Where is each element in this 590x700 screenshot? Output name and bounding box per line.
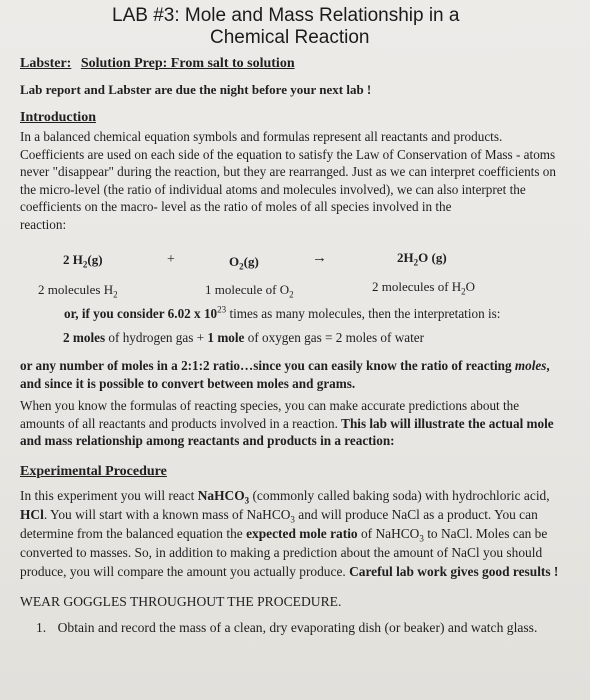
equation-product-h2o: $2H_2O$ (g)	[397, 250, 447, 268]
page-title-line1: LAB #3: Mole and Mass Relationship in a	[112, 5, 460, 26]
intro-line-5: coefficients on the macro- level as the ratio of moles of all species involved in the	[20, 199, 452, 214]
intro-line-2: Coefficients are used on each side of the equation to satisfy the Law of Conservation of Mass - atoms	[20, 146, 556, 162]
equation-reactant-h2: 2 $H_2(g)$	[63, 252, 103, 270]
labster-line	[20, 56, 295, 72]
procedure-paragraph: In this experiment you will react NaHCO$_3$ (commonly called baking soda) with hydrochloric acid, HCl. You will start with a known mass of NaHCO$_3$ and will produce NaCl as a product. You can determine from the balanced equation the expected mole ratio of NaHCO$_3$ to NaCl. Moles can be converted to masses. So, in addition to making a prediction about the amount of NaCl you should produce, you will compare the amount you actually produce. Careful lab work gives good results !	[20, 488, 559, 579]
procedure-heading: Experimental Procedure	[20, 464, 167, 479]
introduction-heading: Introduction	[20, 110, 96, 125]
intro-line-6: reaction:	[20, 216, 67, 232]
avogadro-line: or, if you consider 6.02 x $10^{23}$ times as many molecules, then the interpretation is:	[64, 304, 501, 321]
introduction-paragraph	[20, 128, 556, 233]
intro-line-3: never "disappear" during the reaction, but they are rearranged. Just as we can interpret coefficients on	[20, 164, 556, 179]
page-title-line2: Chemical Reaction	[210, 27, 370, 48]
due-note: Lab report and Labster are due the night before your next lab !	[20, 82, 372, 97]
moles-line: 2 moles of hydrogen gas + 1 mole of oxygen gas = 2 moles of water	[63, 330, 424, 345]
step-number: 1.	[36, 620, 47, 635]
prediction-paragraph: When you know the formulas of reacting species, you can make accurate predictions about the amounts of all reactants and products involved in a reaction. This lab will illustrate the actual mole and mass relationship among reactants and products in a reaction:	[20, 398, 554, 448]
molecules-o2-label: 1 molecule of $O_2$	[205, 282, 294, 300]
labster-link[interactable]: Solution Prep: From salt to solution	[80, 56, 295, 71]
intro-line-4: the micro-level (the ratio of individual atoms and molecules involved), we can also interpret the	[20, 181, 526, 197]
ratio-paragraph: or any number of moles in a 2:1:2 ratio…since you can easily know the ratio of reacting moles, and since it is possible to convert between moles and grams.	[20, 358, 550, 391]
molecules-h2-label: 2 molecules $H_2$	[38, 282, 118, 300]
equation-reactant-o2: $O_2(g)$	[229, 254, 259, 272]
equation-arrow: →	[312, 250, 327, 266]
step-text: Obtain and record the mass of a clean, dry evaporating dish (or beaker) and watch glass.	[57, 620, 538, 635]
labster-label: Labster:	[20, 56, 72, 71]
procedure-step-1	[36, 620, 537, 636]
molecules-h2o-label: 2 molecules of $H_2O$	[372, 279, 476, 297]
intro-line-1: In a balanced chemical equation symbols and formulas represent all reactants and products.	[20, 129, 503, 144]
goggles-warning: WEAR GOGGLES THROUGHOUT THE PROCEDURE.	[20, 594, 342, 609]
equation-plus: +	[167, 252, 175, 267]
